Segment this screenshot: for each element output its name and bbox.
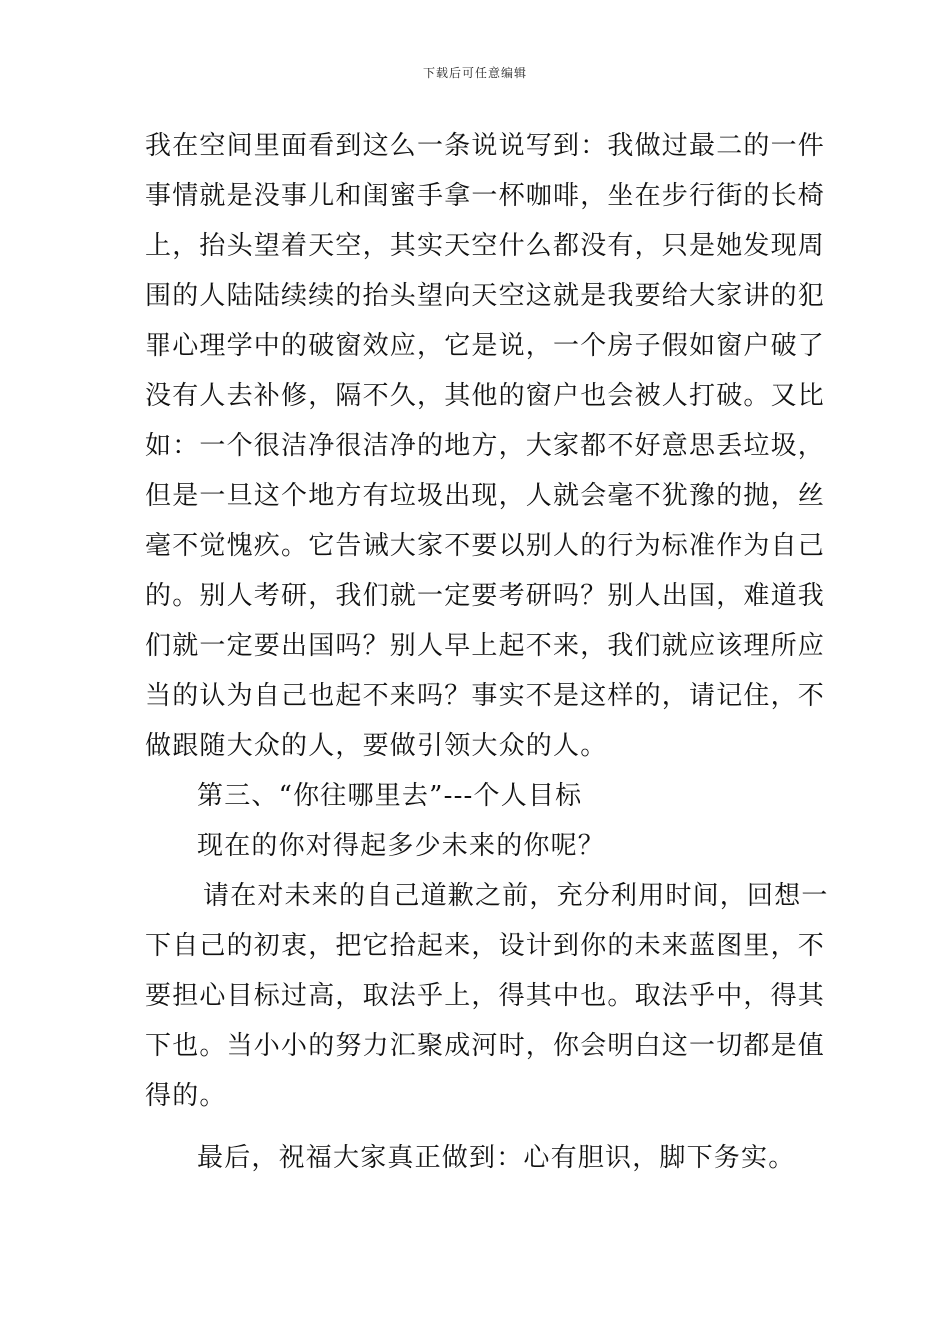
text-line: 当的认为自己也起不来吗？事实不是这样的，请记住，不 — [145, 681, 826, 711]
text-line: 但是一旦这个地方有垃圾出现，人就会毫不犹豫的抛，丝 — [145, 481, 826, 511]
text-line: 毫不觉愧疚。它告诫大家不要以别人的行为标准作为自己 — [145, 531, 826, 561]
text-line: 如：一个很洁净很洁净的地方，大家都不好意思丢垃圾， — [145, 431, 826, 461]
text-line: 罪心理学中的破窗效应，它是说，一个房子假如窗户破了 — [145, 331, 826, 361]
text-line: 下自己的初衷，把它拾起来，设计到你的未来蓝图里，不 — [145, 931, 826, 961]
text-line: 围的人陆陆续续的抬头望向天空这就是我要给大家讲的犯 — [145, 281, 826, 311]
text-line: 们就一定要出国吗？别人早上起不来，我们就应该理所应 — [145, 631, 826, 661]
text-line: 没有人去补修，隔不久，其他的窗户也会被人打破。又比 — [145, 381, 826, 411]
header-note: 下载后可任意编辑 — [422, 66, 527, 80]
paragraph-1 — [145, 121, 826, 771]
document-body — [145, 121, 829, 1183]
text-line: 上，抬头望着天空，其实天空什么都没有，只是她发现周 — [145, 231, 826, 261]
text-line: 下也。当小小的努力汇聚成河时，你会明白这一切都是值 — [145, 1031, 826, 1061]
text-line: 我在空间里面看到这么一条说说写到：我做过最二的一件 — [145, 131, 826, 161]
question-line: 现在的你对得起多少未来的你呢？ — [197, 831, 606, 861]
text-line: 得的。 — [145, 1081, 227, 1111]
text-line: 的。别人考研，我们就一定要考研吗？别人出国，难道我 — [145, 581, 826, 611]
text-line: 事情就是没事儿和闺蜜手拿一杯咖啡，坐在步行街的长椅 — [145, 181, 826, 211]
text-line: 请在对未来的自己道歉之前，充分利用时间，回想一 — [203, 881, 829, 911]
text-line: 要担心目标过高，取法乎上，得其中也。取法乎中，得其 — [145, 981, 826, 1011]
section-heading: 第三、“你往哪里去”---个人目标 — [197, 781, 583, 811]
closing-line: 最后，祝福大家真正做到：心有胆识，脚下务实。 — [197, 1143, 796, 1173]
text-line: 做跟随大众的人，要做引领大众的人。 — [145, 731, 608, 761]
paragraph-2 — [145, 871, 829, 1121]
